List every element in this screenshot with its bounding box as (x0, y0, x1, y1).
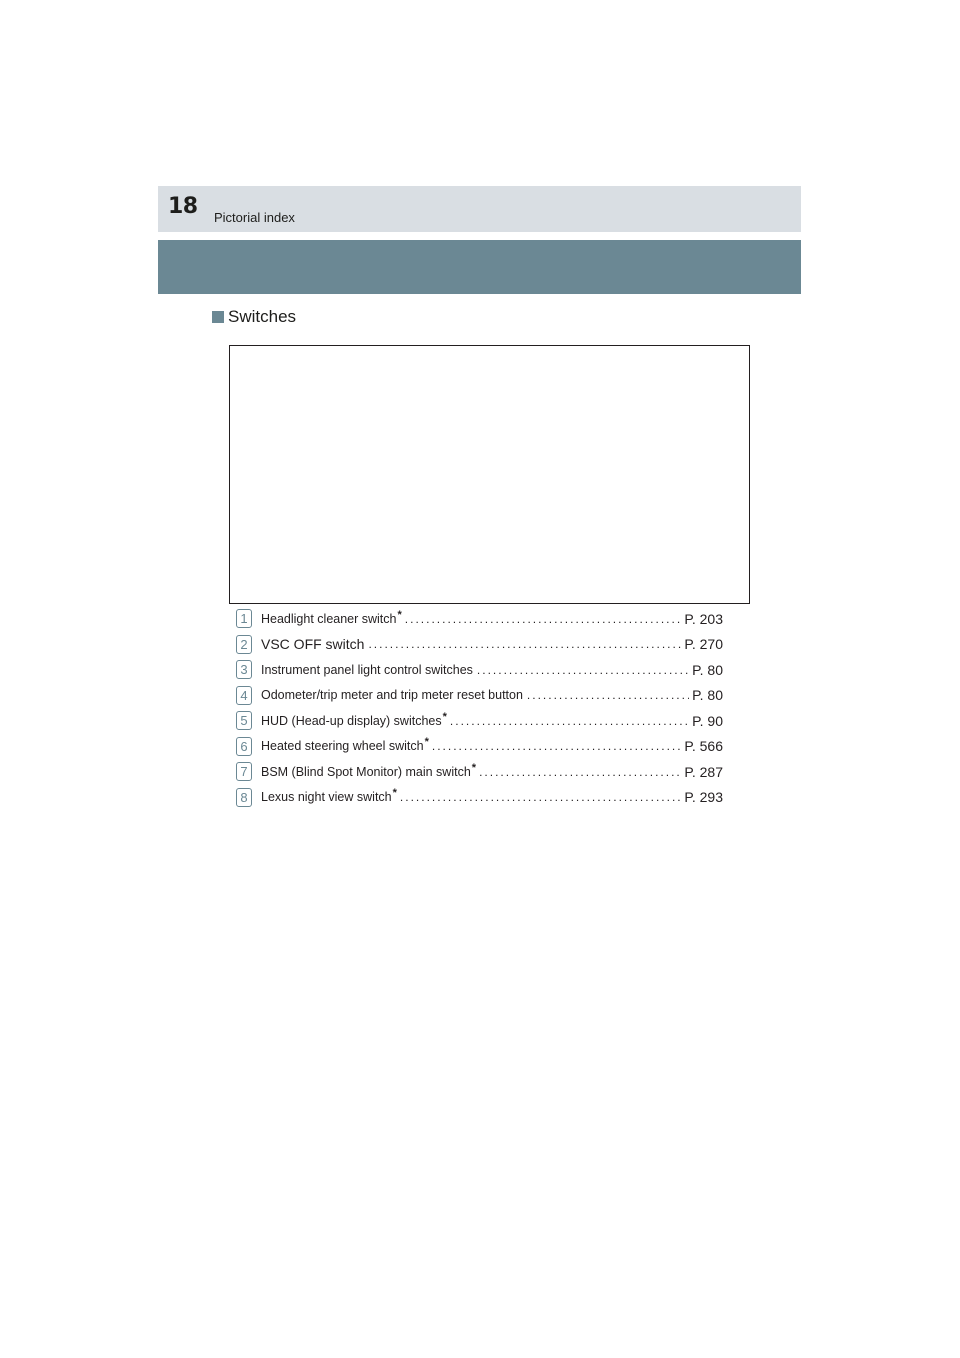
page-reference: P. 80 (692, 687, 723, 704)
item-label: Odometer/trip meter and trip meter reset button (261, 688, 523, 703)
dot-leader (479, 765, 681, 779)
item-list (236, 606, 723, 810)
list-item (236, 759, 723, 785)
item-label: VSC OFF switch (261, 636, 365, 653)
page-number: 18 (168, 194, 198, 219)
page-reference: P. 287 (684, 763, 723, 780)
asterisk-mark: * (442, 710, 447, 723)
dot-leader (477, 663, 689, 677)
number-badge: 2 (236, 635, 252, 654)
dot-leader (450, 714, 689, 728)
section-title: Pictorial index (214, 210, 295, 225)
page-header (158, 186, 801, 232)
item-label: Lexus night view switch* (261, 787, 397, 805)
number-badge: 8 (236, 788, 252, 807)
number-badge: 7 (236, 762, 252, 781)
list-item (236, 606, 723, 632)
item-label: HUD (Head-up display) switches* (261, 710, 447, 728)
list-item (236, 708, 723, 734)
asterisk-mark: * (392, 787, 397, 800)
page-reference: P. 80 (692, 661, 723, 678)
item-label: BSM (Blind Spot Monitor) main switch* (261, 761, 477, 779)
list-item (236, 657, 723, 683)
asterisk-mark: * (424, 736, 429, 749)
list-item (236, 734, 723, 760)
square-bullet-icon (212, 311, 224, 323)
dot-leader (432, 739, 681, 753)
page-reference: P. 270 (684, 636, 723, 653)
page-reference: P. 293 (684, 789, 723, 806)
subheading (212, 307, 296, 327)
dot-leader (527, 688, 689, 702)
figure-frame (229, 345, 750, 604)
list-item (236, 683, 723, 709)
section-banner (158, 240, 801, 294)
dot-leader (368, 637, 681, 651)
item-label: Headlight cleaner switch* (261, 608, 402, 626)
page-reference: P. 203 (684, 610, 723, 627)
list-item (236, 785, 723, 811)
page-reference: P. 566 (684, 738, 723, 755)
list-item (236, 632, 723, 658)
number-badge: 5 (236, 711, 252, 730)
number-badge: 1 (236, 609, 252, 628)
dot-leader (400, 790, 681, 804)
dot-leader (405, 612, 682, 626)
asterisk-mark: * (471, 761, 477, 774)
item-label: Instrument panel light control switches (261, 662, 473, 677)
subheading-label: Switches (228, 307, 297, 326)
page-reference: P. 90 (692, 712, 723, 729)
asterisk-mark: * (397, 608, 402, 621)
number-badge: 6 (236, 737, 252, 756)
item-label: Heated steering wheel switch* (261, 736, 429, 754)
number-badge: 3 (236, 660, 252, 679)
number-badge: 4 (236, 686, 252, 705)
